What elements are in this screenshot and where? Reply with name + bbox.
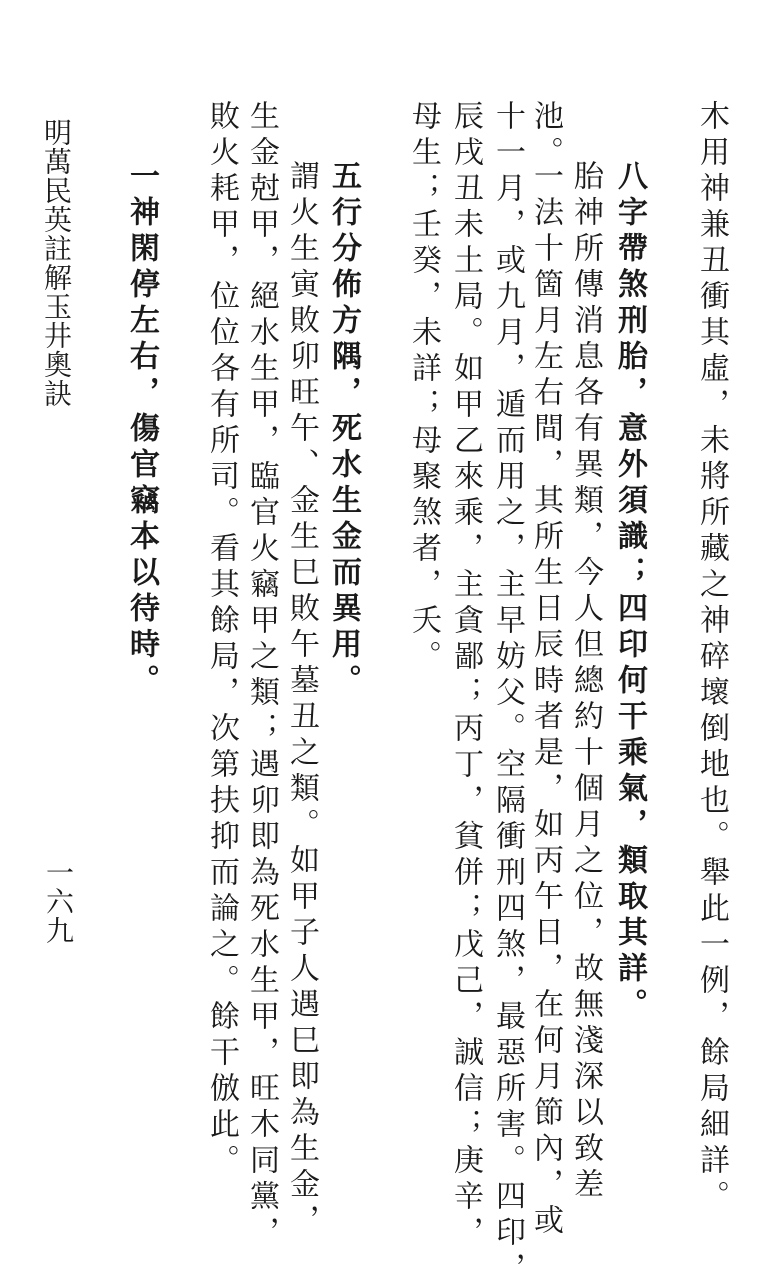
text-column-11: 生金尅甲，絕水生甲，臨官火竊甲之類；遇卯即為死水生甲，旺木同黨， bbox=[244, 100, 279, 1252]
text-column-4: 八字帶煞刑胎，意外須識；四印何干乘氣，類取其詳。 bbox=[612, 160, 647, 1024]
text-column-13: 一神閑停左右，傷官竊本以待時。 bbox=[124, 160, 159, 700]
page-number: 一六九 bbox=[42, 858, 75, 945]
text-column-10: 謂火生寅敗卯旺午、金生巳敗午墓丑之類。如甲子人遇巳即為生金， bbox=[284, 160, 319, 1240]
text-column-6: 十一月，或九月，遁而用之，主早妨父。空隔衝刑四煞，最惡所害。四印， bbox=[490, 100, 525, 1288]
text-column-3: 胎神所傳消息各有異類，今人但總約十個月之位，故無淺深以致差 bbox=[568, 160, 603, 1204]
text-column-12: 敗火耗甲，位位各有所司。看其餘局，次第扶抑而論之。餘干倣此。 bbox=[204, 100, 239, 1180]
text-column-9: 五行分佈方隅，死水生金而異用。 bbox=[326, 160, 361, 700]
text-column-7: 辰戌丑未土局。如甲乙來乘，主貪鄙；丙丁，貧併；戊己，誠信；庚辛， bbox=[448, 100, 483, 1252]
text-column-8: 母生；壬癸，未詳；母聚煞者，夭。 bbox=[406, 100, 441, 676]
text-column-1: 木用神兼丑衝其虛，未將所藏之神碎壞倒地也。舉此一例，餘局細詳。 bbox=[694, 100, 729, 1216]
text-column-5: 一法十箇月左右間，其所生日辰時者是，如丙午日，在何月節內，或 bbox=[528, 160, 563, 1240]
text-column-2: 池。 bbox=[528, 100, 563, 172]
page-title: 明萬民英註解玉井奧訣 bbox=[40, 118, 73, 408]
